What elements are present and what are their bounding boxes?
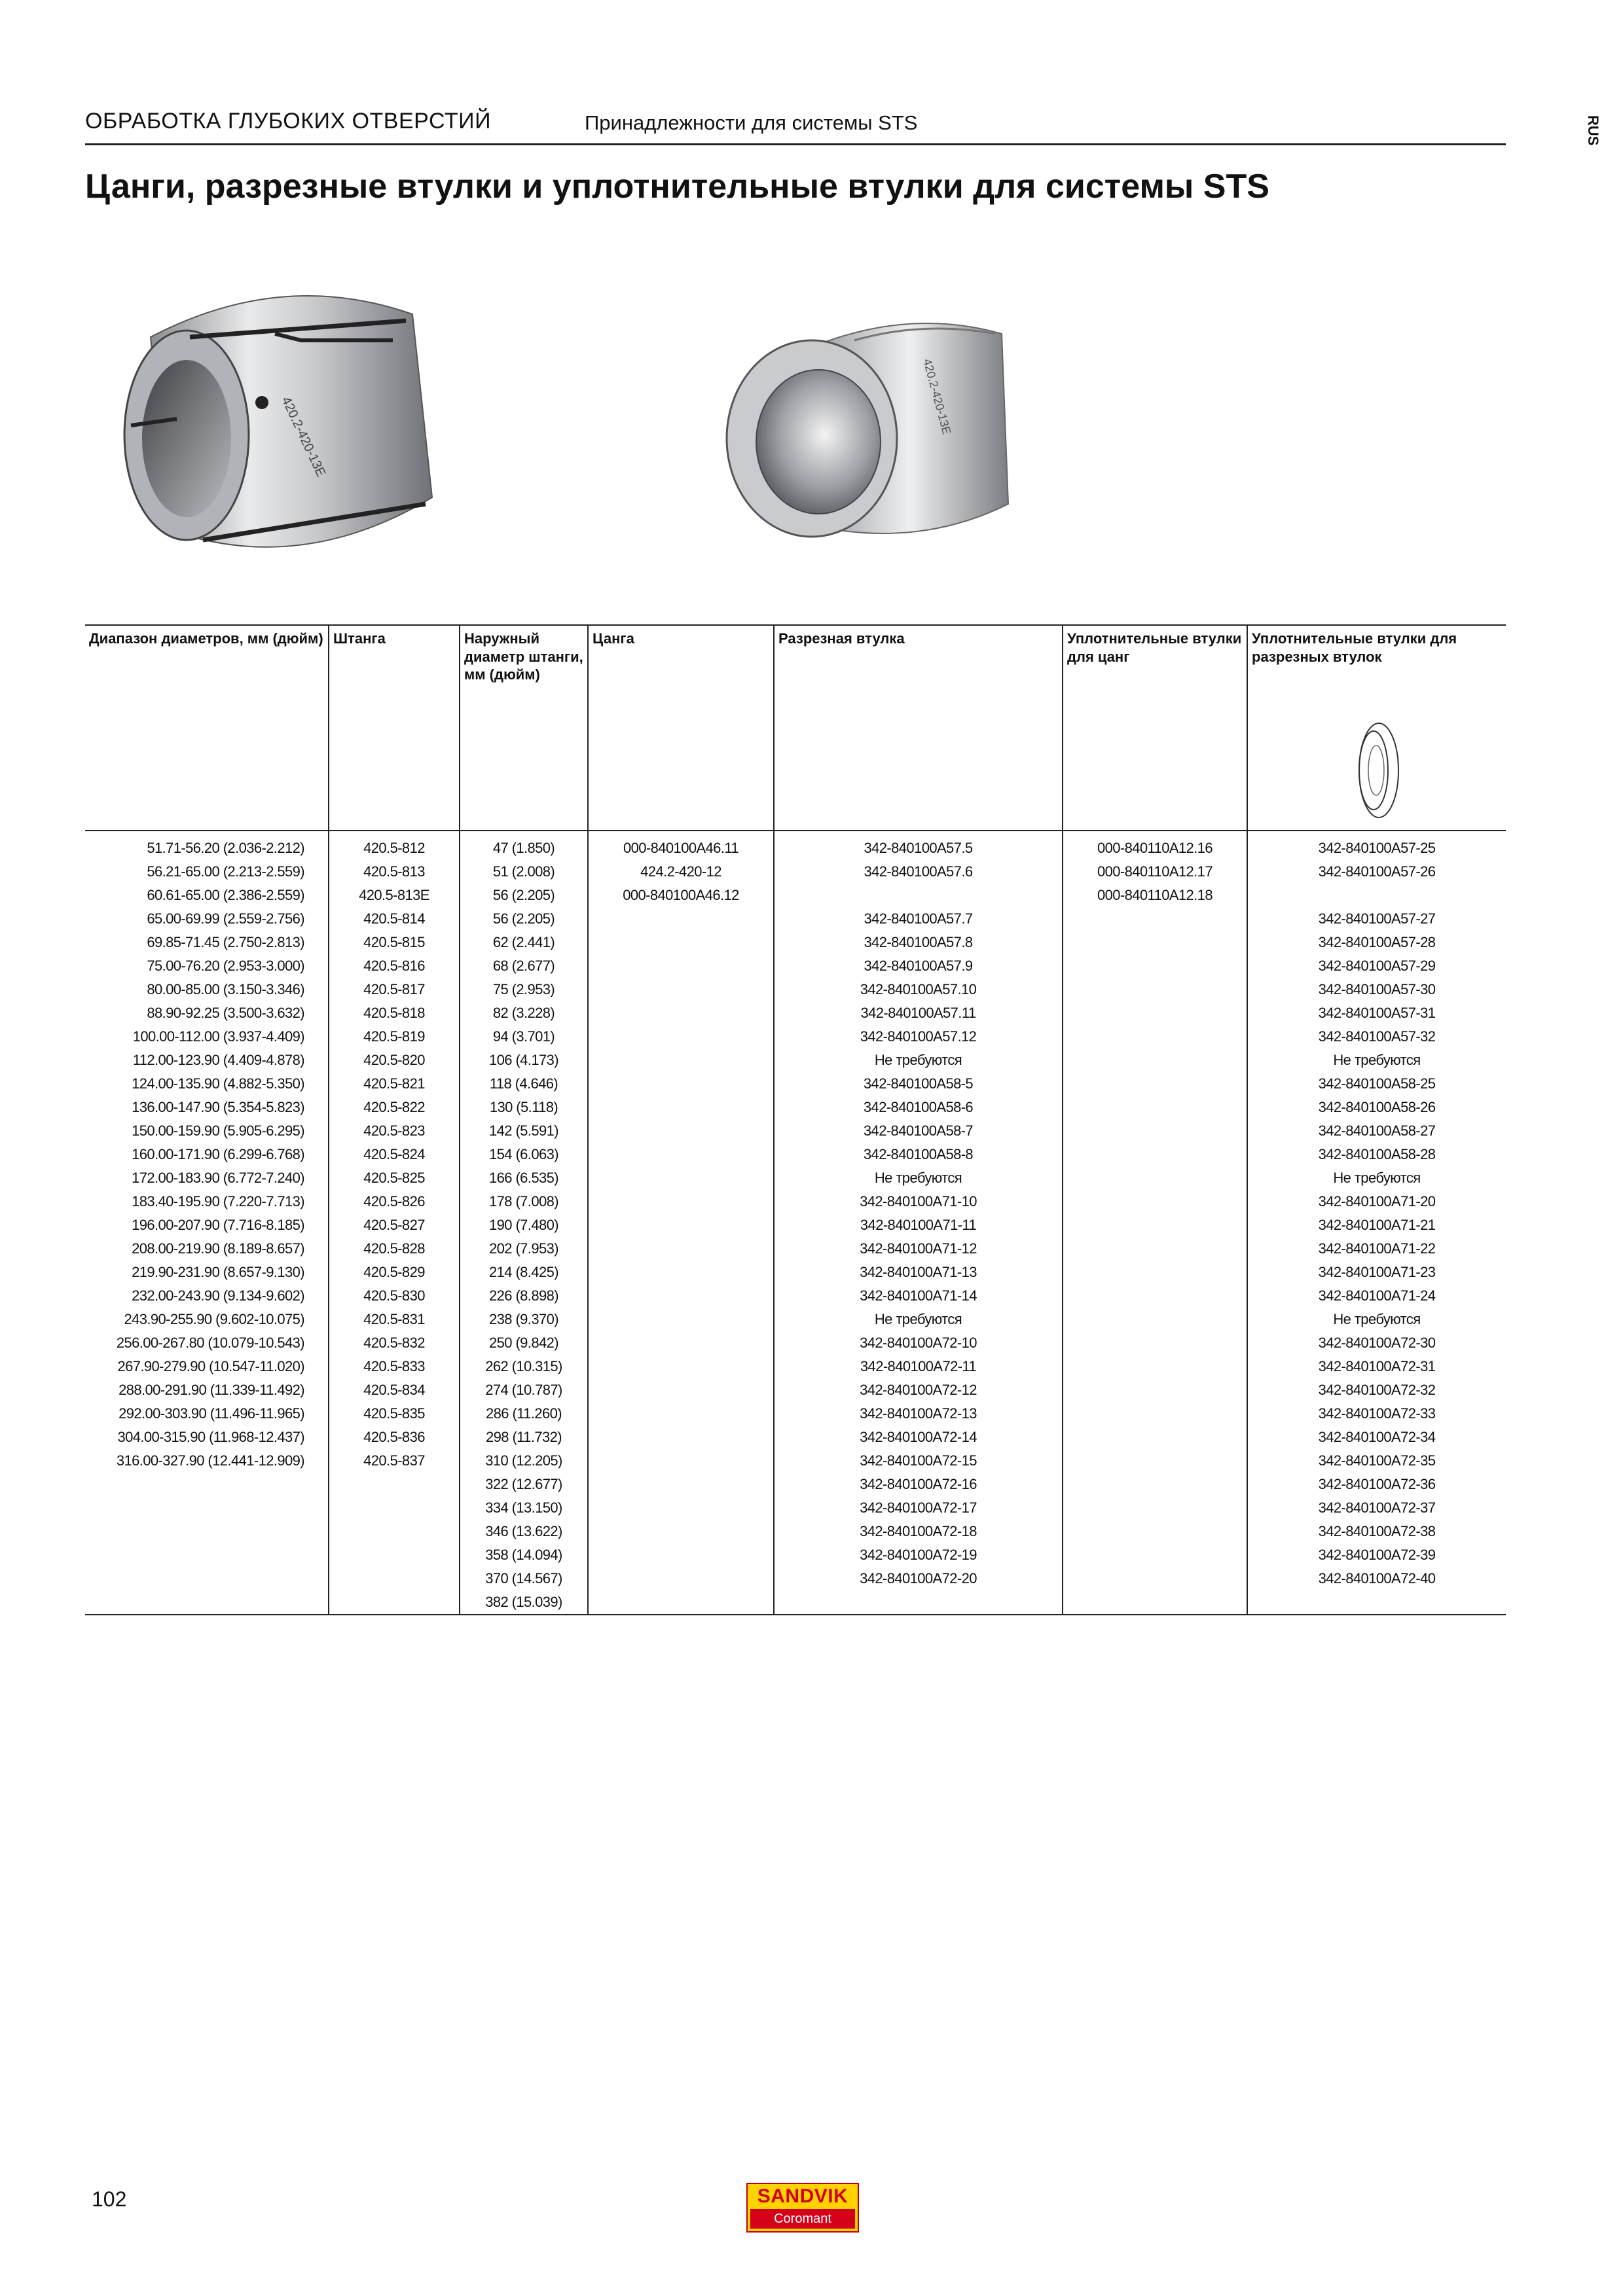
accessories-table (85, 624, 1506, 1615)
cell-collet (588, 1166, 774, 1190)
cell-collet-seal (1063, 1261, 1247, 1284)
cell-split-sleeve-seal: 342-840100A72-37 (1247, 1496, 1506, 1520)
cell-bar: 420.5-813 (329, 860, 460, 884)
cell-split-sleeve: 342-840100A57.7 (774, 907, 1063, 931)
cell-bar (329, 1590, 460, 1615)
cell-bar-outer-diameter: 118 (4.646) (460, 1072, 588, 1096)
cell-collet-seal (1063, 1284, 1247, 1308)
header-split-sleeve: Разрезная втулка (774, 625, 1063, 831)
cell-split-sleeve: 342-840100A71-13 (774, 1261, 1063, 1284)
table-row (85, 1284, 1506, 1308)
cell-bar: 420.5-821 (329, 1072, 460, 1096)
cell-split-sleeve: 342-840100A72-18 (774, 1520, 1063, 1543)
cell-collet-seal (1063, 1308, 1247, 1331)
cell-split-sleeve: 342-840100A57.12 (774, 1025, 1063, 1049)
cell-split-sleeve: 342-840100A57.5 (774, 831, 1063, 860)
cell-collet-seal (1063, 907, 1247, 931)
cell-bar: 420.5-832 (329, 1331, 460, 1355)
cell-split-sleeve: 342-840100A57.9 (774, 954, 1063, 978)
table-row (85, 860, 1506, 884)
cell-collet-seal (1063, 1473, 1247, 1496)
cell-collet-seal (1063, 954, 1247, 978)
cell-diameter-range: 256.00-267.80 (10.079-10.543) (116, 1335, 304, 1351)
cell-split-sleeve-seal: Не требуются (1247, 1166, 1506, 1190)
cell-bar: 420.5-817 (329, 978, 460, 1001)
cell-split-sleeve: 342-840100A57.8 (774, 931, 1063, 954)
cell-collet-seal (1063, 1520, 1247, 1543)
cell-diameter-range: 124.00-135.90 (4.882-5.350) (132, 1075, 304, 1092)
cell-collet-seal (1063, 1567, 1247, 1590)
cell-diameter-range: 69.85-71.45 (2.750-2.813) (147, 934, 304, 950)
cell-bar-outer-diameter: 262 (10.315) (460, 1355, 588, 1378)
cell-collet-seal: 000-840110A12.18 (1063, 884, 1247, 907)
page-title: Цанги, разрезные втулки и уплотнительные втулки для системы STS (85, 168, 1269, 206)
cell-collet-seal (1063, 1213, 1247, 1237)
cell-collet-seal (1063, 978, 1247, 1001)
table-row (85, 1520, 1506, 1543)
cell-collet (588, 1449, 774, 1473)
cell-collet (588, 954, 774, 978)
cell-collet-seal (1063, 1402, 1247, 1426)
cell-collet-seal (1063, 1143, 1247, 1166)
cell-bar-outer-diameter: 238 (9.370) (460, 1308, 588, 1331)
cell-split-sleeve-seal: 342-840100A57-29 (1247, 954, 1506, 978)
cell-collet (588, 1355, 774, 1378)
sandvik-coromant-logo (746, 2183, 859, 2233)
cell-collet (588, 978, 774, 1001)
cell-diameter-range: 208.00-219.90 (8.189-8.657) (132, 1240, 304, 1257)
cell-split-sleeve: 342-840100A58-7 (774, 1119, 1063, 1143)
cell-collet (588, 1284, 774, 1308)
cell-collet (588, 1567, 774, 1590)
table-row (85, 1261, 1506, 1284)
table-row (85, 978, 1506, 1001)
cell-bar-outer-diameter: 310 (12.205) (460, 1449, 588, 1473)
cell-collet (588, 1378, 774, 1402)
table-row (85, 1096, 1506, 1119)
cell-collet-seal (1063, 1378, 1247, 1402)
cell-bar-outer-diameter: 346 (13.622) (460, 1520, 588, 1543)
cell-bar: 420.5-836 (329, 1426, 460, 1449)
table-row (85, 907, 1506, 931)
cell-split-sleeve: 342-840100A72-16 (774, 1473, 1063, 1496)
table-row (85, 1355, 1506, 1378)
cell-split-sleeve-seal: 342-840100A71-20 (1247, 1190, 1506, 1213)
cell-bar: 420.5-834 (329, 1378, 460, 1402)
cell-split-sleeve: 342-840100A58-6 (774, 1096, 1063, 1119)
cell-bar-outer-diameter: 250 (9.842) (460, 1331, 588, 1355)
cell-collet-seal (1063, 1166, 1247, 1190)
cell-bar (329, 1496, 460, 1520)
cell-bar: 420.5-826 (329, 1190, 460, 1213)
cell-split-sleeve-seal: 342-840100A57-31 (1247, 1001, 1506, 1025)
cell-collet-seal (1063, 931, 1247, 954)
cell-collet (588, 1496, 774, 1520)
cell-split-sleeve-seal: 342-840100A71-23 (1247, 1261, 1506, 1284)
cell-bar-outer-diameter: 51 (2.008) (460, 860, 588, 884)
table-row (85, 1543, 1506, 1567)
cell-collet-seal (1063, 1449, 1247, 1473)
cell-diameter-range: 232.00-243.90 (9.134-9.602) (132, 1287, 304, 1304)
table-row (85, 931, 1506, 954)
cell-collet-seal (1063, 1355, 1247, 1378)
cell-split-sleeve-seal (1247, 1590, 1506, 1615)
cell-diameter-range (85, 1590, 329, 1615)
cell-diameter-range: 100.00-112.00 (3.937-4.409) (132, 1028, 304, 1045)
cell-collet (588, 1543, 774, 1567)
cell-bar-outer-diameter: 226 (8.898) (460, 1284, 588, 1308)
cell-split-sleeve: 342-840100A57.10 (774, 978, 1063, 1001)
cell-collet (588, 931, 774, 954)
sleeve-marking: 420.2-420-13E (921, 357, 954, 437)
cell-collet-seal (1063, 1237, 1247, 1261)
cell-split-sleeve: 342-840100A72-15 (774, 1449, 1063, 1473)
section-title: ОБРАБОТКА ГЛУБОКИХ ОТВЕРСТИЙ (85, 109, 492, 134)
cell-bar-outer-diameter: 190 (7.480) (460, 1213, 588, 1237)
cell-split-sleeve: 342-840100A57.6 (774, 860, 1063, 884)
table-row (85, 831, 1506, 860)
cell-diameter-range: 183.40-195.90 (7.220-7.713) (132, 1193, 304, 1210)
cell-split-sleeve-seal: 342-840100A57-28 (1247, 931, 1506, 954)
cell-collet (588, 1213, 774, 1237)
cell-collet (588, 1402, 774, 1426)
table-row (85, 1119, 1506, 1143)
cell-split-sleeve: 342-840100A71-11 (774, 1213, 1063, 1237)
cell-collet (588, 1590, 774, 1615)
table-row (85, 1496, 1506, 1520)
cell-bar: 420.5-823 (329, 1119, 460, 1143)
cell-collet (588, 1025, 774, 1049)
cell-diameter-range: 88.90-92.25 (3.500-3.632) (147, 1005, 304, 1021)
cell-diameter-range: 288.00-291.90 (11.339-11.492) (119, 1382, 304, 1398)
table-row (85, 1049, 1506, 1072)
header-bar-outer-diameter: Наружный диаметр штанги, мм (дюйм) (460, 625, 588, 831)
cell-split-sleeve: Не требуются (774, 1166, 1063, 1190)
cell-bar: 420.5-815 (329, 931, 460, 954)
cell-bar: 420.5-837 (329, 1449, 460, 1473)
cell-split-sleeve-seal: 342-840100A72-35 (1247, 1449, 1506, 1473)
cell-split-sleeve-seal: 342-840100A72-40 (1247, 1567, 1506, 1590)
cell-diameter-range: 243.90-255.90 (9.602-10.075) (124, 1311, 304, 1327)
cell-bar: 420.5-813E (329, 884, 460, 907)
cell-diameter-range: 150.00-159.90 (5.905-6.295) (132, 1122, 304, 1139)
cell-collet (588, 907, 774, 931)
cell-bar: 420.5-829 (329, 1261, 460, 1284)
cell-bar-outer-diameter: 154 (6.063) (460, 1143, 588, 1166)
cell-bar-outer-diameter: 202 (7.953) (460, 1237, 588, 1261)
cell-diameter-range: 267.90-279.90 (10.547-11.020) (117, 1358, 304, 1374)
cell-split-sleeve (774, 884, 1063, 907)
table-row (85, 1001, 1506, 1025)
cell-collet-seal (1063, 1119, 1247, 1143)
table-header-row (85, 625, 1506, 831)
table-row (85, 884, 1506, 907)
cell-diameter-range: 316.00-327.90 (12.441-12.909) (116, 1452, 304, 1469)
cell-split-sleeve-seal: 342-840100A72-34 (1247, 1426, 1506, 1449)
cell-collet: 000-840100A46.11 (588, 831, 774, 860)
cell-bar (329, 1567, 460, 1590)
cell-split-sleeve-seal: 342-840100A57-25 (1247, 831, 1506, 860)
collet-marking: 420.2-420-13E (278, 394, 329, 480)
cell-bar-outer-diameter: 298 (11.732) (460, 1426, 588, 1449)
cell-bar-outer-diameter: 56 (2.205) (460, 884, 588, 907)
cell-split-sleeve-seal: 342-840100A72-31 (1247, 1355, 1506, 1378)
cell-bar-outer-diameter: 286 (11.260) (460, 1402, 588, 1426)
cell-collet (588, 1143, 774, 1166)
cell-diameter-range: 160.00-171.90 (6.299-6.768) (132, 1146, 304, 1162)
header-rule (85, 143, 1506, 145)
cell-split-sleeve: 342-840100A58-8 (774, 1143, 1063, 1166)
cell-collet (588, 1096, 774, 1119)
header-diameter-range: Диапазон диаметров, мм (дюйм) (89, 630, 323, 647)
page-number: 102 (92, 2187, 127, 2211)
cell-bar: 420.5-827 (329, 1213, 460, 1237)
cell-bar: 420.5-828 (329, 1237, 460, 1261)
cell-split-sleeve: 342-840100A72-14 (774, 1426, 1063, 1449)
cell-collet (588, 1473, 774, 1496)
cell-bar: 420.5-831 (329, 1308, 460, 1331)
table-row (85, 1237, 1506, 1261)
cell-split-sleeve-seal: 342-840100A72-39 (1247, 1543, 1506, 1567)
table-row (85, 1308, 1506, 1331)
cell-bar-outer-diameter: 334 (13.150) (460, 1496, 588, 1520)
language-tag: RUS (1585, 115, 1601, 146)
table-row (85, 1590, 1506, 1615)
cell-split-sleeve: 342-840100A72-13 (774, 1402, 1063, 1426)
cell-diameter-range: 292.00-303.90 (11.496-11.965) (119, 1405, 304, 1422)
table-row (85, 1213, 1506, 1237)
cell-collet (588, 1331, 774, 1355)
cell-split-sleeve-seal: 342-840100A58-26 (1247, 1096, 1506, 1119)
cell-diameter-range (85, 1520, 329, 1543)
cell-split-sleeve: 342-840100A72-20 (774, 1567, 1063, 1590)
cell-collet-seal (1063, 1543, 1247, 1567)
cell-collet (588, 1072, 774, 1096)
cell-split-sleeve-seal: Не требуются (1247, 1049, 1506, 1072)
cell-diameter-range: 219.90-231.90 (8.657-9.130) (132, 1264, 304, 1280)
cell-collet-seal (1063, 1331, 1247, 1355)
cell-collet (588, 1261, 774, 1284)
cell-split-sleeve-seal: 342-840100A58-28 (1247, 1143, 1506, 1166)
cell-bar: 420.5-833 (329, 1355, 460, 1378)
cell-bar-outer-diameter: 47 (1.850) (460, 831, 588, 860)
cell-diameter-range: 304.00-315.90 (11.968-12.437) (117, 1429, 304, 1445)
cell-split-sleeve-seal: 342-840100A57-26 (1247, 860, 1506, 884)
cell-split-sleeve-seal (1247, 884, 1506, 907)
cell-split-sleeve-seal: 342-840100A71-24 (1247, 1284, 1506, 1308)
cell-bar: 420.5-835 (329, 1402, 460, 1426)
cell-diameter-range (85, 1496, 329, 1520)
cell-bar (329, 1520, 460, 1543)
cell-bar: 420.5-830 (329, 1284, 460, 1308)
cell-collet-seal: 000-840110A12.16 (1063, 831, 1247, 860)
cell-diameter-range: 80.00-85.00 (3.150-3.346) (147, 981, 304, 997)
cell-bar-outer-diameter: 142 (5.591) (460, 1119, 588, 1143)
cell-diameter-range (85, 1543, 329, 1567)
cell-split-sleeve-seal: 342-840100A57-27 (1247, 907, 1506, 931)
table-row (85, 1072, 1506, 1096)
cell-collet-seal (1063, 1426, 1247, 1449)
header-split-sleeve-seals-label: Уплотнительные втулки для разрезных втулок (1252, 630, 1457, 665)
seal-ring-icon (1347, 718, 1406, 823)
cell-bar-outer-diameter: 166 (6.535) (460, 1166, 588, 1190)
cell-bar-outer-diameter: 382 (15.039) (460, 1590, 588, 1615)
cell-collet-seal (1063, 1025, 1247, 1049)
cell-diameter-range: 51.71-56.20 (2.036-2.212) (147, 840, 304, 856)
cell-split-sleeve: 342-840100A72-12 (774, 1378, 1063, 1402)
logo-brand: SANDVIK (757, 2185, 848, 2207)
subsection-title: Принадлежности для системы STS (585, 111, 918, 134)
header-split-sleeve-seals (1247, 625, 1506, 831)
cell-collet (588, 1049, 774, 1072)
cell-split-sleeve: 342-840100A72-17 (774, 1496, 1063, 1520)
cell-diameter-range: 60.61-65.00 (2.386-2.559) (147, 887, 304, 903)
cell-split-sleeve: 342-840100A72-11 (774, 1355, 1063, 1378)
cell-collet (588, 1520, 774, 1543)
cell-split-sleeve: 342-840100A72-10 (774, 1331, 1063, 1355)
cell-collet (588, 1308, 774, 1331)
header-collet-seal-sleeves: Уплотнительные втулки для цанг (1063, 625, 1247, 831)
cell-bar: 420.5-812 (329, 831, 460, 860)
cell-bar-outer-diameter: 322 (12.677) (460, 1473, 588, 1496)
cell-split-sleeve-seal: 342-840100A71-21 (1247, 1213, 1506, 1237)
cell-bar: 420.5-816 (329, 954, 460, 978)
cell-collet-seal (1063, 1590, 1247, 1615)
header-collet: Цанга (588, 625, 774, 831)
cell-diameter-range: 196.00-207.90 (7.716-8.185) (132, 1217, 304, 1233)
table-row (85, 1378, 1506, 1402)
cell-diameter-range: 75.00-76.20 (2.953-3.000) (147, 958, 304, 974)
table-row (85, 1567, 1506, 1590)
table-row (85, 1025, 1506, 1049)
cell-diameter-range: 136.00-147.90 (5.354-5.823) (132, 1099, 304, 1115)
table-row (85, 1143, 1506, 1166)
header-bar: Штанга (329, 625, 460, 831)
cell-bar-outer-diameter: 106 (4.173) (460, 1049, 588, 1072)
cell-split-sleeve-seal: 342-840100A58-25 (1247, 1072, 1506, 1096)
cell-bar (329, 1543, 460, 1567)
cell-collet: 424.2-420-12 (588, 860, 774, 884)
table-row (85, 1426, 1506, 1449)
cell-split-sleeve: 342-840100A72-19 (774, 1543, 1063, 1567)
cell-bar: 420.5-825 (329, 1166, 460, 1190)
cell-collet (588, 1237, 774, 1261)
cell-split-sleeve (774, 1590, 1063, 1615)
cell-split-sleeve-seal: 342-840100A57-32 (1247, 1025, 1506, 1049)
cell-bar: 420.5-818 (329, 1001, 460, 1025)
cell-bar-outer-diameter: 94 (3.701) (460, 1025, 588, 1049)
table-row (85, 1190, 1506, 1213)
cell-bar-outer-diameter: 214 (8.425) (460, 1261, 588, 1284)
cell-bar: 420.5-824 (329, 1143, 460, 1166)
cell-split-sleeve-seal: 342-840100A72-36 (1247, 1473, 1506, 1496)
cell-collet-seal (1063, 1190, 1247, 1213)
cell-split-sleeve: 342-840100A58-5 (774, 1072, 1063, 1096)
cell-bar-outer-diameter: 62 (2.441) (460, 931, 588, 954)
cell-split-sleeve-seal: 342-840100A57-30 (1247, 978, 1506, 1001)
cell-collet-seal (1063, 1496, 1247, 1520)
cell-split-sleeve-seal: 342-840100A72-32 (1247, 1378, 1506, 1402)
cell-diameter-range: 172.00-183.90 (6.772-7.240) (132, 1170, 304, 1186)
cell-bar (329, 1473, 460, 1496)
cell-collet: 000-840100A46.12 (588, 884, 774, 907)
cell-collet (588, 1190, 774, 1213)
table-row (85, 1449, 1506, 1473)
table-row (85, 1473, 1506, 1496)
cell-bar-outer-diameter: 274 (10.787) (460, 1378, 588, 1402)
table-row (85, 954, 1506, 978)
cell-bar-outer-diameter: 358 (14.094) (460, 1543, 588, 1567)
cell-collet (588, 1119, 774, 1143)
cell-diameter-range: 56.21-65.00 (2.213-2.559) (147, 863, 304, 880)
collet-image (105, 275, 471, 576)
table-row (85, 1402, 1506, 1426)
cell-split-sleeve-seal: 342-840100A72-38 (1247, 1520, 1506, 1543)
cell-diameter-range (85, 1473, 329, 1496)
cell-collet (588, 1001, 774, 1025)
cell-diameter-range (85, 1567, 329, 1590)
cell-collet-seal: 000-840110A12.17 (1063, 860, 1247, 884)
cell-bar-outer-diameter: 82 (3.228) (460, 1001, 588, 1025)
cell-diameter-range: 112.00-123.90 (4.409-4.878) (132, 1052, 304, 1068)
cell-bar: 420.5-819 (329, 1025, 460, 1049)
cell-bar-outer-diameter: 130 (5.118) (460, 1096, 588, 1119)
cell-collet-seal (1063, 1096, 1247, 1119)
cell-split-sleeve: Не требуются (774, 1308, 1063, 1331)
cell-split-sleeve: 342-840100A71-12 (774, 1237, 1063, 1261)
cell-bar-outer-diameter: 56 (2.205) (460, 907, 588, 931)
cell-bar-outer-diameter: 178 (7.008) (460, 1190, 588, 1213)
cell-collet-seal (1063, 1001, 1247, 1025)
cell-split-sleeve-seal: 342-840100A71-22 (1247, 1237, 1506, 1261)
cell-split-sleeve-seal: Не требуются (1247, 1308, 1506, 1331)
cell-collet-seal (1063, 1049, 1247, 1072)
split-sleeve-image (714, 308, 1021, 569)
cell-bar: 420.5-822 (329, 1096, 460, 1119)
cell-split-sleeve: 342-840100A71-14 (774, 1284, 1063, 1308)
cell-bar-outer-diameter: 370 (14.567) (460, 1567, 588, 1590)
cell-split-sleeve-seal: 342-840100A58-27 (1247, 1119, 1506, 1143)
table-row (85, 1166, 1506, 1190)
table-row (85, 1331, 1506, 1355)
cell-split-sleeve: 342-840100A71-10 (774, 1190, 1063, 1213)
cell-split-sleeve: Не требуются (774, 1049, 1063, 1072)
cell-bar: 420.5-820 (329, 1049, 460, 1072)
cell-split-sleeve: 342-840100A57.11 (774, 1001, 1063, 1025)
logo-sub: Coromant (750, 2209, 855, 2229)
cell-collet (588, 1426, 774, 1449)
cell-bar-outer-diameter: 68 (2.677) (460, 954, 588, 978)
cell-diameter-range: 65.00-69.99 (2.559-2.756) (147, 910, 304, 927)
cell-bar-outer-diameter: 75 (2.953) (460, 978, 588, 1001)
cell-split-sleeve-seal: 342-840100A72-33 (1247, 1402, 1506, 1426)
cell-split-sleeve-seal: 342-840100A72-30 (1247, 1331, 1506, 1355)
cell-collet-seal (1063, 1072, 1247, 1096)
cell-bar: 420.5-814 (329, 907, 460, 931)
